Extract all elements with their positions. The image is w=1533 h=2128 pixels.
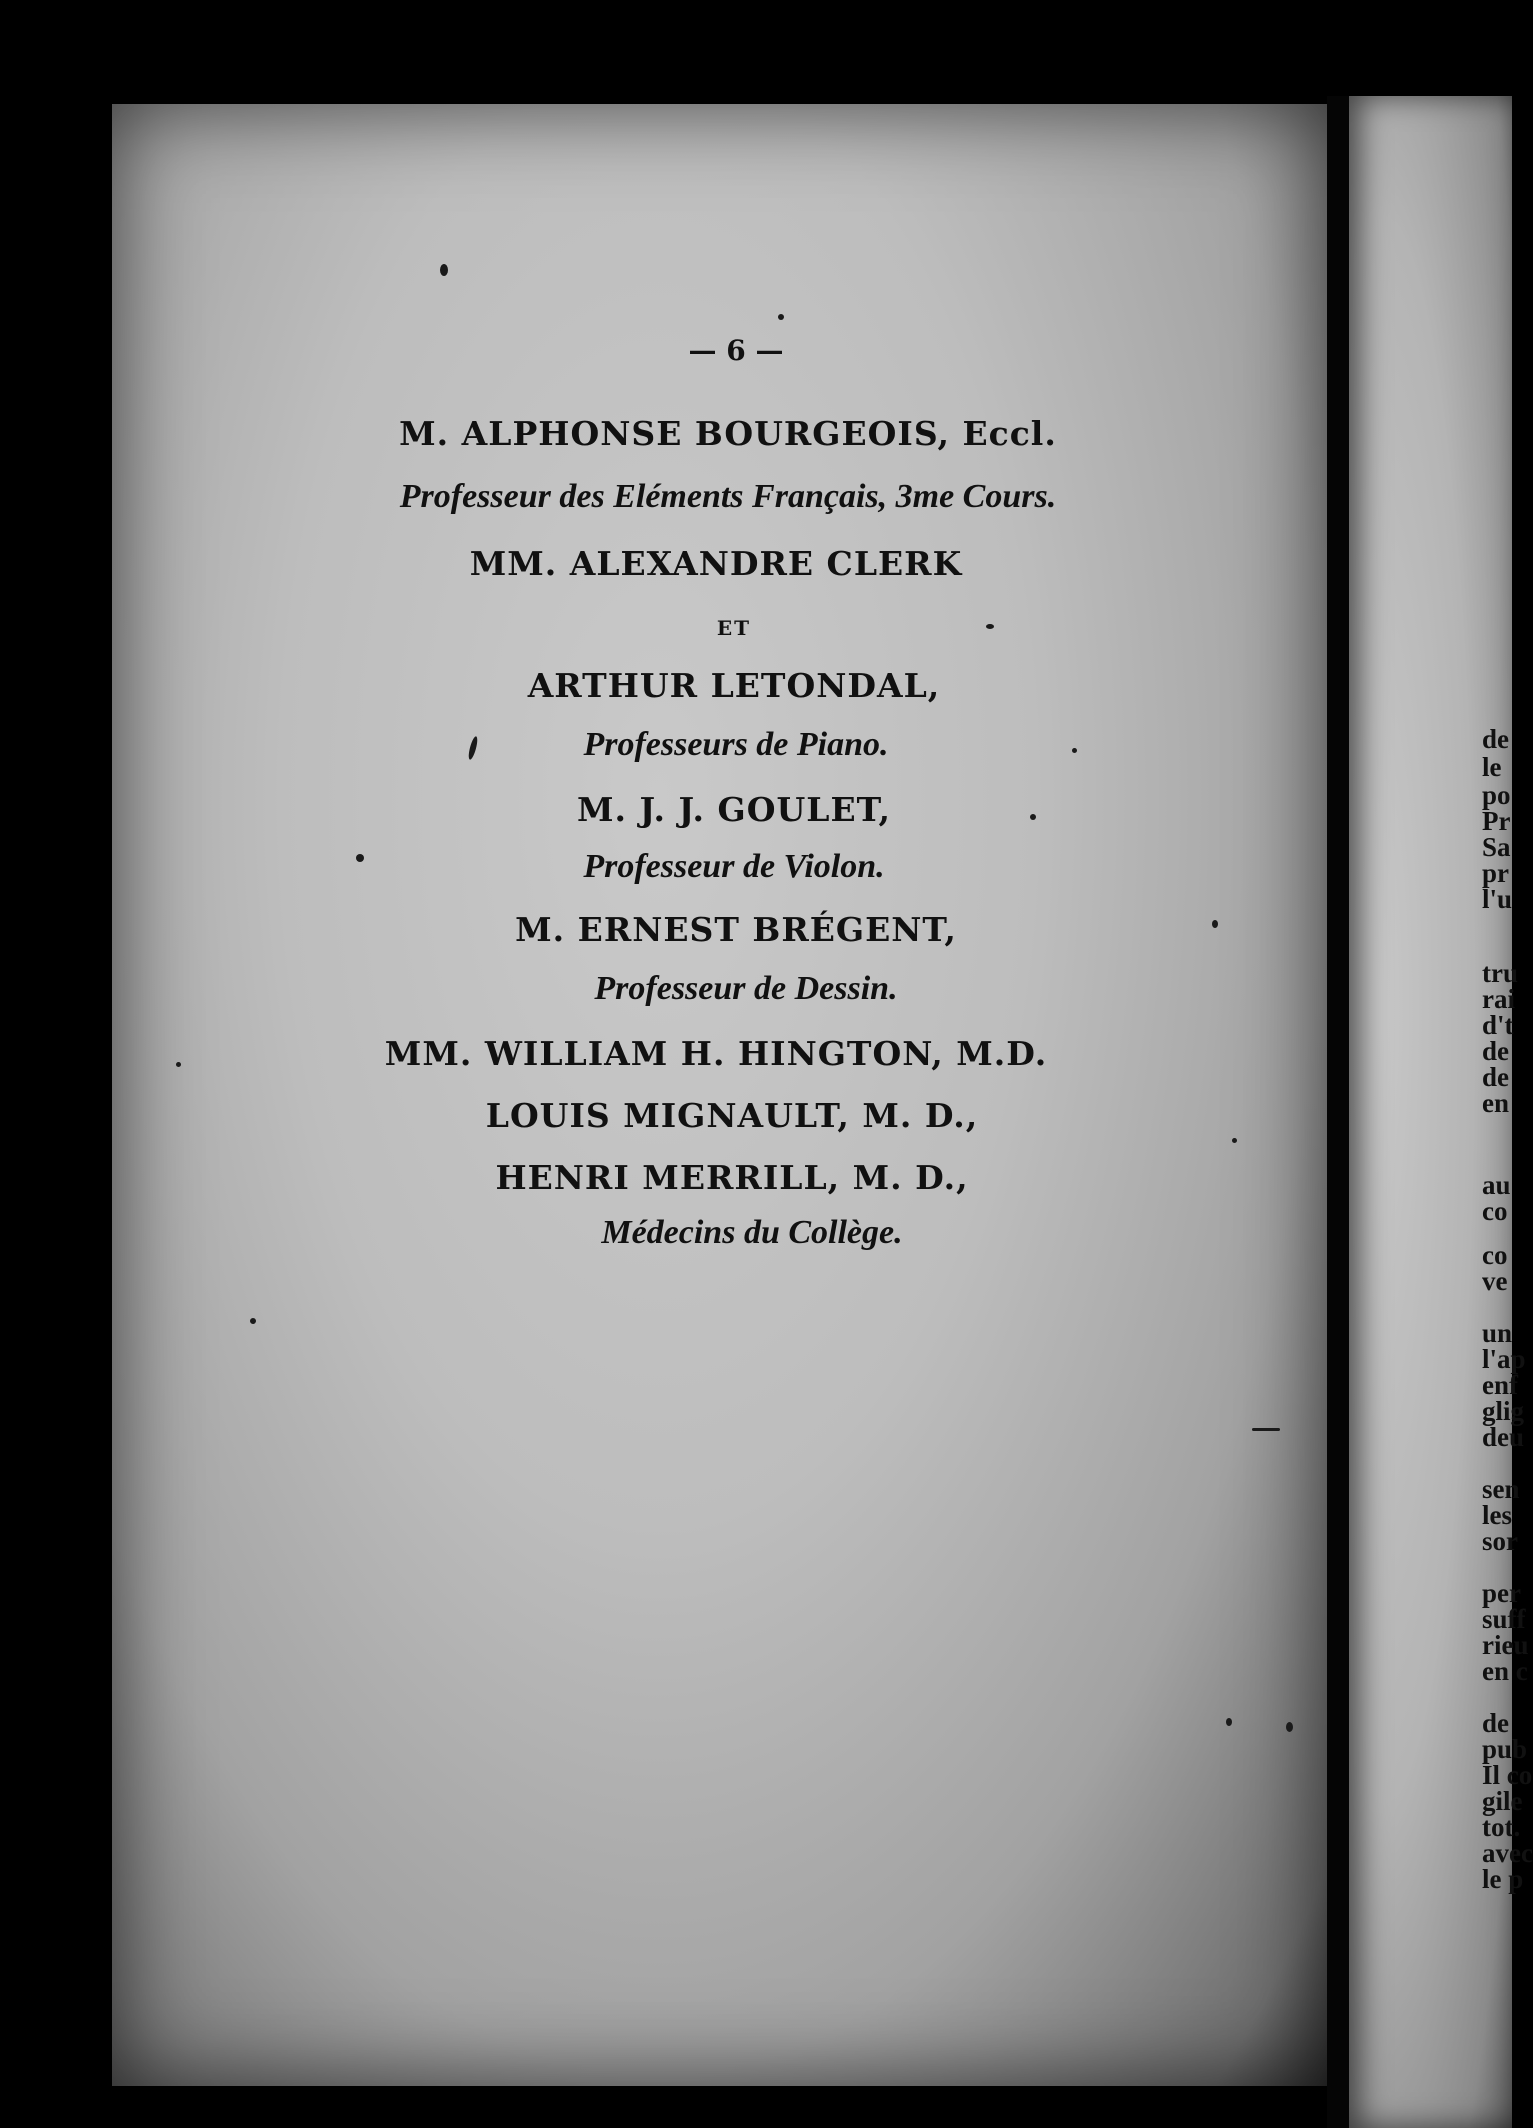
ink-speck (1030, 814, 1036, 820)
left-page (112, 104, 1327, 2086)
right-page-fragment: d't (1482, 1010, 1514, 1040)
staff-name-line: ARTHUR LETONDAL, (527, 666, 941, 705)
right-page-fragment: sen (1482, 1474, 1520, 1504)
ink-speck (250, 1318, 256, 1324)
right-page-fragment: po (1482, 780, 1511, 810)
staff-role-line: Professeur de Dessin. (594, 970, 898, 1007)
right-page-fragment: rieu (1482, 1630, 1529, 1660)
staff-name-line: MM. ALEXANDRE CLERK (469, 544, 963, 583)
right-page-fragment: avec (1482, 1838, 1533, 1868)
right-page-fragment: gile (1482, 1786, 1523, 1816)
staff-name-line: M. ALPHONSE BOURGEOIS, Eccl. (399, 414, 1057, 453)
right-page-fragment: de (1482, 1708, 1509, 1738)
right-page-fragment: le (1482, 752, 1502, 782)
right-page-fragment: le p (1482, 1864, 1524, 1894)
ink-speck (1286, 1722, 1293, 1732)
right-page-fragment: tru (1482, 958, 1518, 988)
right-page-fragment: un (1482, 1318, 1513, 1348)
right-page-fragment: en c (1482, 1656, 1528, 1686)
right-page-fragment: Sa (1482, 832, 1511, 862)
ink-speck (778, 314, 784, 320)
right-page-fragment: tot. (1482, 1812, 1521, 1842)
right-page-fragment: co (1482, 1240, 1508, 1270)
right-page-fragment: Pr (1482, 806, 1511, 836)
right-page-fragment: suff (1482, 1604, 1526, 1634)
right-page-fragment: les (1482, 1500, 1512, 1530)
staff-name-line: M. ERNEST BRÉGENT, (515, 910, 957, 949)
ink-speck (1226, 1718, 1232, 1726)
staff-name-line: MM. WILLIAM H. HINGTON, M.D. (384, 1034, 1048, 1073)
staff-role-line: Médecins du Collège. (601, 1214, 903, 1251)
right-page-fragment: l'ap (1482, 1344, 1526, 1374)
ink-speck (176, 1062, 181, 1067)
right-page-fragment: Il co (1482, 1760, 1533, 1790)
staff-name-line: HENRI MERRILL, M. D., (495, 1158, 969, 1197)
right-page-fragment: co (1482, 1196, 1508, 1226)
conjunction-line: ET (716, 616, 752, 640)
right-page-fragment: glig (1482, 1396, 1525, 1426)
staff-name-line: LOUIS MIGNAULT, M. D., (485, 1096, 979, 1135)
ink-speck (1212, 920, 1218, 928)
right-page-fragment: de (1482, 724, 1509, 754)
right-page-fragment: per (1482, 1578, 1521, 1608)
staff-role-line: Professeurs de Piano. (583, 726, 889, 763)
ink-speck (440, 264, 448, 276)
ink-speck (1232, 1138, 1237, 1143)
ink-speck (986, 624, 994, 629)
right-page-fragment: enf (1482, 1370, 1518, 1400)
right-page-fragment: de (1482, 1036, 1509, 1066)
right-page-fragment: l'u (1482, 884, 1513, 914)
ink-speck (1252, 1428, 1280, 1431)
right-page-fragment: ve (1482, 1266, 1508, 1296)
ink-speck (1072, 748, 1077, 753)
right-page-fragment: pub (1482, 1734, 1528, 1764)
right-page-fragment: de (1482, 1062, 1509, 1092)
right-page-fragment: rai (1482, 984, 1515, 1014)
page-number: — 6 — (688, 334, 784, 367)
staff-name-line: M. J. J. GOULET, (576, 790, 892, 829)
right-page-fragment: en (1482, 1088, 1509, 1118)
staff-role-line: Professeur des Eléments Français, 3me Cours. (399, 478, 1057, 515)
staff-role-line: Professeur de Violon. (583, 848, 885, 885)
right-page-fragment: pr (1482, 858, 1509, 888)
right-page-fragment: sor (1482, 1526, 1518, 1556)
ink-speck (356, 854, 364, 862)
right-page-fragment: au (1482, 1170, 1511, 1200)
right-page-fragment: deu (1482, 1422, 1525, 1452)
